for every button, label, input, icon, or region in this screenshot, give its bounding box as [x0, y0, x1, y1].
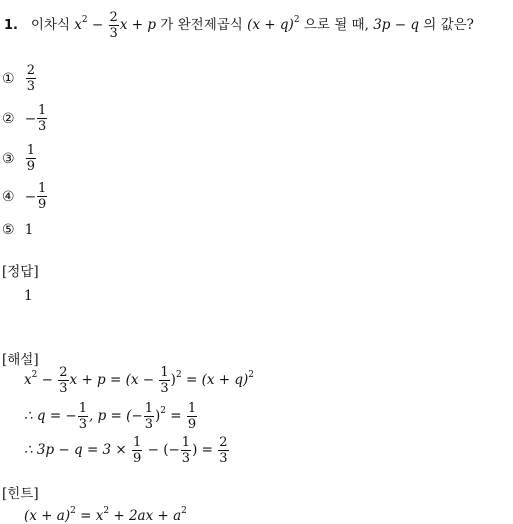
fraction: $\frac{2}{3}$ [219, 435, 228, 466]
fraction: $\frac{1}{3}$ [144, 401, 153, 432]
question-text-4: 의 값은? [423, 17, 474, 33]
fraction-two-thirds: $\frac{2}{3}$ [109, 10, 118, 41]
choice-value: $\frac{1}{9}$ [38, 181, 47, 212]
fraction: $\frac{2}{3}$ [59, 365, 68, 396]
expr-x: x [74, 17, 82, 33]
choice-sign: − [24, 111, 37, 127]
choice-mark: ⑤ [2, 222, 15, 238]
expr-x-sup: 2 [81, 15, 88, 25]
choice-mark: ② [2, 111, 15, 127]
fraction: $\frac{1}{9}$ [187, 401, 197, 432]
question-text-1: 이차식 [30, 17, 70, 33]
question-text-2: 가 완전제곱식 [160, 17, 243, 33]
solution-line-3: ∴ 3p − q = 3 × $\frac{1}{9}$ − (− $\frac{1}{3}$ ) = $\frac{2}{3}$ [24, 435, 228, 466]
question-text-3: 으로 될 때, [303, 17, 369, 33]
expr-minus: − [87, 17, 108, 33]
choice-value: 1 [24, 222, 34, 238]
choice-value: $\frac{1}{3}$ [38, 103, 47, 134]
expr-post: x + p [119, 17, 156, 33]
hint-label: [힌트] [2, 486, 39, 502]
choice-mark: ④ [2, 189, 15, 205]
fraction: $\frac{1}{3}$ [160, 365, 169, 396]
choice-value: $\frac{1}{9}$ [26, 143, 36, 174]
choice-3[interactable] [2, 144, 37, 173]
answer-value: 1 [24, 288, 33, 304]
perfect-square: (x + q) [247, 17, 294, 33]
solution-label: [해설] [2, 352, 39, 368]
choice-sign: − [24, 189, 37, 205]
solution-line-2: ∴ q = − $\frac{1}{3}$ , p = (− $\frac{1}{3}$ )$^2$ = $\frac{1}{9}$ [24, 401, 197, 432]
choice-mark: ① [2, 71, 15, 87]
solution-line-1: $x^2$ − $\frac{2}{3}$ x + p = (x − $\frac{1}{3}$ )$^2 = (x + q)^2$ [24, 365, 254, 396]
choice-4[interactable] [2, 182, 48, 211]
question-number: 1. [4, 18, 18, 33]
choice-5[interactable] [2, 219, 33, 238]
hint-formula: $(x + a)^2 = x^2 + 2ax + a^2$ [24, 506, 187, 524]
answer-label: [정답] [2, 264, 39, 280]
choice-2[interactable] [2, 104, 48, 133]
fraction: $\frac{1}{3}$ [78, 401, 88, 432]
fraction: $\frac{1}{3}$ [181, 435, 191, 466]
choice-mark: ③ [2, 151, 15, 167]
fraction: $\frac{1}{9}$ [133, 435, 142, 466]
perfect-square-sup: 2 [293, 15, 300, 25]
choice-value: $\frac{2}{3}$ [26, 63, 36, 94]
target-expr: 3p − q [373, 17, 419, 33]
choice-1[interactable] [2, 64, 37, 93]
question [4, 10, 474, 41]
